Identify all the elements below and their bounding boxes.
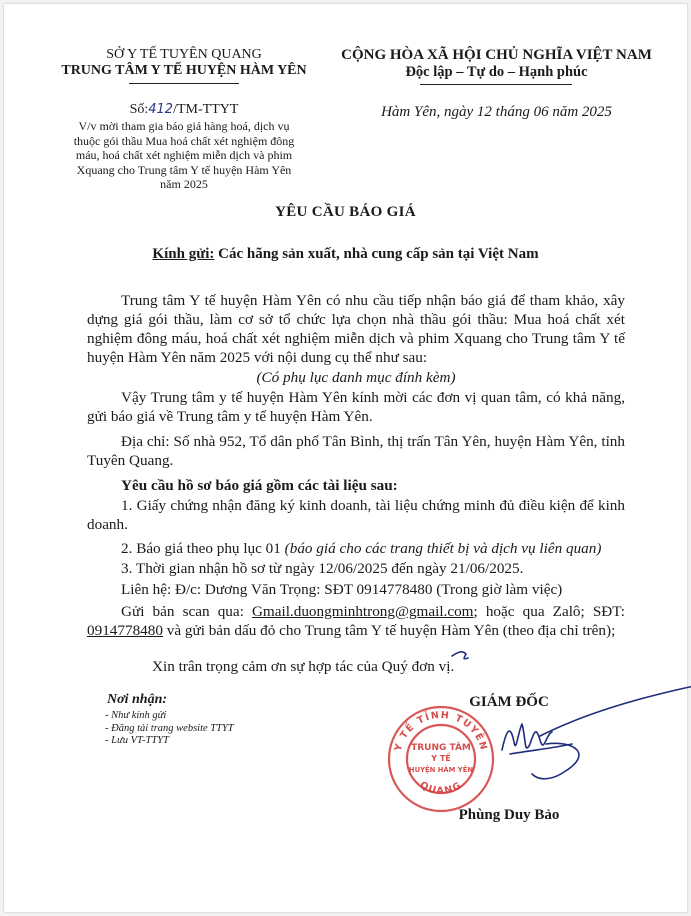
attachment-note: (Có phụ lục danh mục đính kèm) [256,369,456,386]
subject-line: thuộc gói thầu Mua hoá chất xét nghiệm đông [73,133,295,148]
document-number-suffix: /TM-TTYT [173,102,239,117]
address-paragraph: Địa chỉ: Số nhà 952, Tổ dân phố Tân Bình, thị trấn Tân Yên, huyện Hàm Yên, tỉnh Tuyên Quang. [87,433,625,469]
document-subject [59,119,309,192]
document-number-handwritten: 412 [148,102,174,117]
send-pre: Gửi bản scan qua: [121,603,252,620]
email-link[interactable]: Gmail.duongminhtrong@gmail.com [251,603,474,620]
stamp-center-line1: TRUNG TÂM [411,743,471,753]
stamp-center-line3: HUYỆN HÀM YÊN [408,766,474,774]
stamp-ring-top: Y TẾ TỈNH TUYÊN [392,709,490,753]
subject-line: máu, hoá chất xét nghiệm miễn dịch và phim [75,148,293,163]
signer-name: Phùng Duy Bảo [458,807,560,823]
recipients-list [105,710,325,748]
signer-title: GIÁM ĐỐC [469,694,549,710]
recipients-item: - Đăng tải trang website TTYT [105,722,234,734]
requirement-item-3: 3. Thời gian nhận hồ sơ từ ngày 12/06/2025 đến ngày 21/06/2025. [121,560,524,577]
motto-underline [420,84,572,85]
recipient-label: Kính gửi: [152,246,215,262]
org-name: TRUNG TÂM Y TẾ HUYỆN HÀM YÊN [61,63,307,78]
closing-line: Xin trân trọng cảm ơn sự hợp tác của Quý đơn vị. [152,658,455,675]
requirement-item-2-note: (báo giá cho các trang thiết bị và dịch vụ liên quan) [284,540,602,557]
intro-paragraph: Trung tâm Y tế huyện Hàm Yên có nhu cầu tiếp nhận báo giá để tham khảo, xây dựng giá gói thầu, làm cơ sở tổ chức lựa chọn nhà thầu gói thầu: Mua hoá chất xét nghiệm đông máu, hoá chất xét nghiệm miễn dịch và phim Xquang cho Trung tâm Y tế huyện Hàm Yên năm 2025 với nội dung cụ thể như sau: [87,292,625,366]
phone-link[interactable]: 0914778480 [87,622,163,639]
send-post: và gửi bản dấu đỏ cho Trung tâm Y tế huyện Hàm Yên (theo địa chỉ trên); [162,622,616,639]
national-motto: Độc lập – Tự do – Hạnh phúc [405,64,588,80]
subject-line: năm 2025 [160,177,208,192]
requirements-heading: Yêu cầu hồ sơ báo giá gồm các tài liệu sau: [121,477,398,494]
recipients-title: Nơi nhận: [107,692,168,707]
document-number [44,102,324,118]
invite-paragraph: Vậy Trung tâm y tế huyện Hàm Yên kính mời các đơn vị quan tâm, có khả năng, gửi báo giá về Trung tâm y tế huyện Hàm Yên. [87,389,625,425]
requirement-item-2 [87,539,625,558]
recipients-item: - Lưu VT-TTYT [105,735,169,746]
recipient-line [4,246,687,263]
document-page [4,4,687,912]
document-number-prefix: Số: [129,102,149,117]
national-title: CỘNG HÒA XÃ HỘI CHỦ NGHĨA VIỆT NAM [341,47,652,63]
recipients-item: - Như kính gửi [105,710,167,721]
stamp-center-line2: Y TẾ [431,754,451,763]
contact-line: Liên hệ: Đ/c: Dương Văn Trọng: SĐT 0914778480 (Trong giờ làm việc) [121,581,563,598]
org-parent: SỞ Y TẾ TUYÊN QUANG [106,47,262,62]
send-mid: ; hoặc qua Zalô; SĐT: [473,603,625,620]
requirement-item-2-text: 2. Báo giá theo phụ lục 01 [121,540,285,557]
document-title: YÊU CẦU BÁO GIÁ [275,204,416,220]
document-date: Hàm Yên, ngày 12 tháng 06 năm 2025 [381,104,612,120]
requirement-item-1: 1. Giấy chứng nhận đăng ký kinh doanh, tài liệu chứng minh đủ điều kiện để kinh doanh. [87,497,625,533]
recipient-text: Các hãng sản xuất, nhà cung cấp sản tại Việt Nam [214,246,539,262]
stamp-ring-bottom: QUANG [417,779,465,797]
org-underline [129,83,239,84]
subject-line: V/v mời tham gia báo giá hàng hoá, dịch vụ [78,119,290,133]
subject-line: Xquang cho Trung tâm Y tế huyện Hàm Yên [76,162,292,177]
handwritten-signature [444,604,691,824]
